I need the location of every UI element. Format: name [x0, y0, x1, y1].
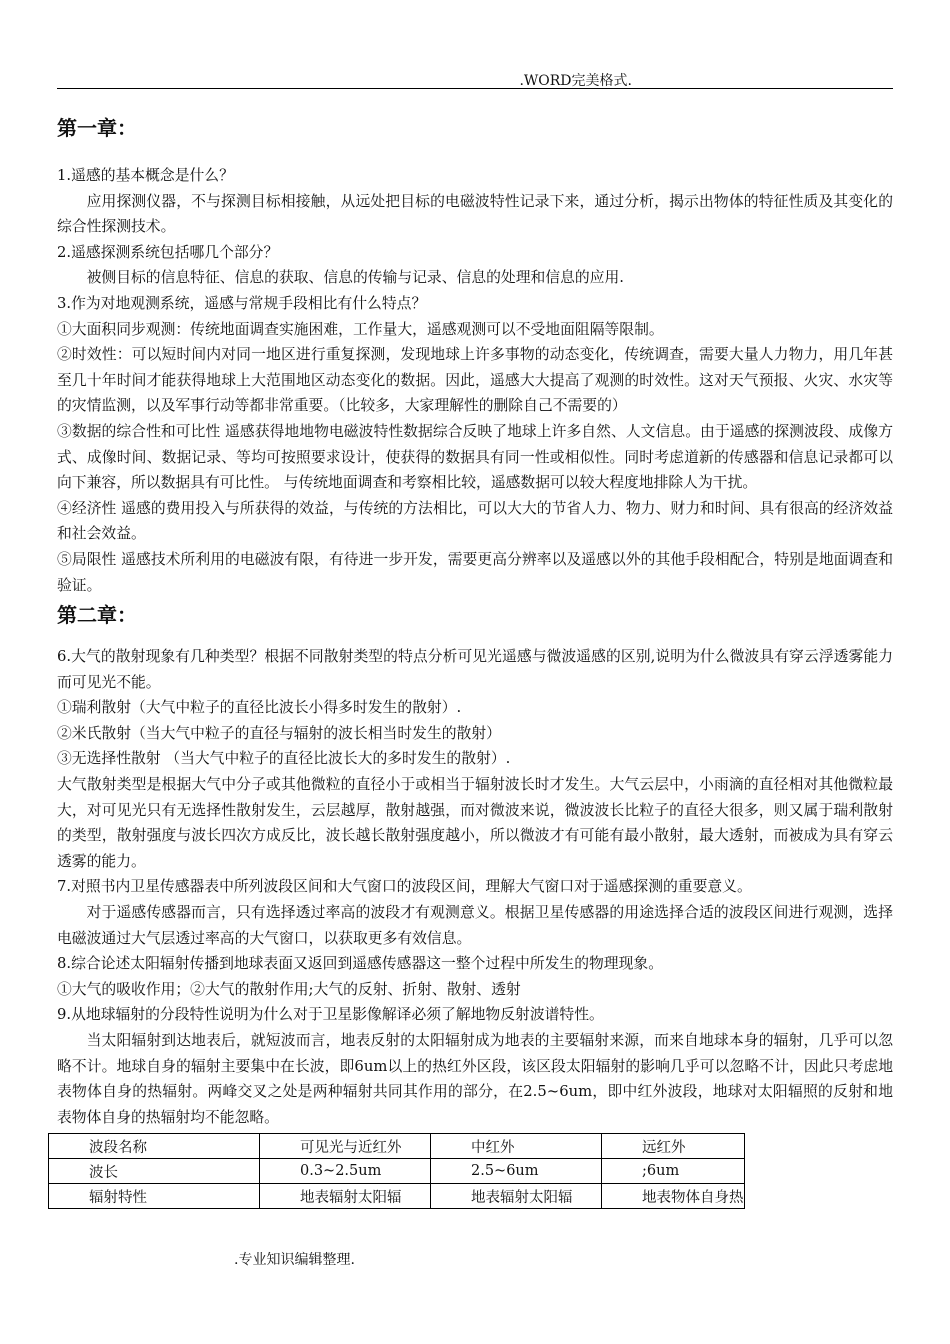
answer-6-explanation: 大气散射类型是根据大气中分子或其他微粒的直径小于或相当于辐射波长时才发生。大气云层中，小雨滴的直径相对其他微粒最大，对可见光只有无选择性散射发生，云层越厚，散射越强，而对微波来说，微波波长比粒子的直径大很多，则又属于瑞利散射的类型，散射强度与波长四次方成反比，波长越长散射强度越小，所以微波才有可能有最小散射，最大透射，而被成为具有穿云透雾的能力。	[57, 776, 893, 870]
question-7: 7.对照书内卫星传感器表中所列波段区间和大气窗口的波段区间，理解大气窗口对于遥感探测的重要意义。	[57, 878, 752, 896]
document-body	[57, 113, 893, 1130]
question-1: 1.遥感的基本概念是什么？	[57, 167, 234, 184]
table-cell: ;6um	[602, 1159, 745, 1184]
chapter-1-title: 第一章：	[57, 116, 137, 140]
answer-2: 被侧目标的信息特征、信息的获取、信息的传输与记录、信息的处理和信息的应用.	[86, 269, 624, 287]
page-footer: .专业知识编辑整理.	[234, 1252, 355, 1268]
answer-3-item-2: ②时效性：可以短时间内对同一地区进行重复探测，发现地球上许多事物的动态变化，传统调查，需要大量人力物力，用几年甚至几十年时间才能获得地球上大范围地区动态变化的数据。因此，遥感大大提高了观测的时效性。这对天气预报、火灾、水灾等的灾情监测，以及军事行动等都非常重要。（比较多，大家理解性的删除自己不需要的）	[57, 346, 893, 415]
answer-6-item-1: ①瑞利散射（大气中粒子的直径比波长小得多时发生的散射）.	[57, 699, 462, 717]
answer-3-item-4: ④经济性 遥感的费用投入与所获得的效益，与传统的方法相比，可以大大的节省人力、物力、财力和时间、具有很高的经济效益和社会效益。	[57, 499, 893, 543]
answer-8: ①大气的吸收作用；②大气的散射作用;大气的反射、折射、散射、透射	[57, 980, 521, 998]
table-cell: 可见光与近红外	[260, 1134, 431, 1159]
answer-3-item-3: ③数据的综合性和可比性 遥感获得地地物电磁波特性数据综合反映了地球上许多自然、人文信息。由于遥感的探测波段、成像方式、成像时间、数据记录、等均可按照要求设计，使获得的数据具有同一性或相似性。同时考虑道新的传感器和信息记录都可以向下兼容，所以数据具有可比性。 与传统地面调查和考察相比较，遥感数据可以较大程度地排除人为干扰。	[57, 422, 893, 492]
answer-3-item-1: ①大面积同步观测：传统地面调查实施困难，工作量大，遥感观测可以不受地面阻隔等限制。	[57, 320, 664, 338]
table-cell: 地表辐射太阳辐	[431, 1184, 602, 1209]
question-6: 6.大气的散射现象有几种类型？根据不同散射类型的特点分析可见光遥感与微波遥感的区别,说明为什么微波具有穿云浮透雾能力而可见光不能。	[57, 648, 893, 691]
table-cell: 2.5~6um	[431, 1159, 602, 1184]
header-rule	[57, 88, 893, 89]
answer-7: 对于遥感传感器而言，只有选择透过率高的波段才有观测意义。根据卫星传感器的用途选择合适的波段区间进行观测，选择电磁波通过大气层透过率高的大气窗口，以获取更多有效信息。	[57, 904, 893, 947]
table-cell: 地表辐射太阳辐	[260, 1184, 431, 1209]
answer-3-item-5: ⑤局限性 遥感技术所利用的电磁波有限，有待进一步开发，需要更高分辨率以及遥感以外的其他手段相配合，特别是地面调查和验证。	[57, 550, 893, 594]
table-cell: 0.3~2.5um	[260, 1159, 431, 1184]
table-cell: 波段名称	[49, 1134, 260, 1159]
question-8: 8.综合论述太阳辐射传播到地球表面又返回到遥感传感器这一整个过程中所发生的物理现象。	[57, 955, 663, 973]
answer-6-item-2: ②米氏散射（当大气中粒子的直径与辐射的波长相当时发生的散射）	[57, 724, 501, 742]
band-table	[48, 1133, 745, 1209]
table-cell: 波长	[49, 1159, 260, 1184]
table-row	[49, 1134, 745, 1159]
answer-6-item-3: ③无选择性散射 （当大气中粒子的直径比波长大的多时发生的散射）.	[57, 750, 511, 768]
answer-1: 应用探测仪器，不与探测目标相接触，从远处把目标的电磁波特性记录下来，通过分析，揭示出物体的特征性质及其变化的综合性探测技术。	[57, 192, 893, 236]
table-cell: 辐射特性	[49, 1184, 260, 1209]
table-row	[49, 1159, 745, 1184]
question-9: 9.从地球辐射的分段特性说明为什么对于卫星影像解译必须了解地物反射波谱特性。	[57, 1006, 604, 1024]
chapter-2-title: 第二章：	[57, 603, 137, 628]
table-cell: 中红外	[431, 1134, 602, 1159]
table-row	[49, 1184, 745, 1209]
question-2: 2.遥感探测系统包括哪几个部分？	[57, 243, 279, 261]
answer-9: 当太阳辐射到达地表后，就短波而言，地表反射的太阳辐射成为地表的主要辐射来源，而来自地球本身的辐射，几乎可以忽略不计。地球自身的辐射主要集中在长波，即6um以上的热红外区段，该区段太阳辐射的影响几乎可以忽略不计，因此只考虑地表物体自身的热辐射。两峰交叉之处是两种辐射共同其作用的部分，在2.5~6um，即中红外波段，地球对太阳辐照的反射和地表物体自身的热辐射均不能忽略。	[57, 1032, 893, 1126]
question-3: 3.作为对地观测系统，遥感与常规手段相比有什么特点？	[57, 294, 427, 312]
table-cell: 远红外	[602, 1134, 745, 1159]
header-text: .WORD完美格式.	[519, 73, 632, 89]
table-cell: 地表物体自身热	[602, 1184, 745, 1209]
